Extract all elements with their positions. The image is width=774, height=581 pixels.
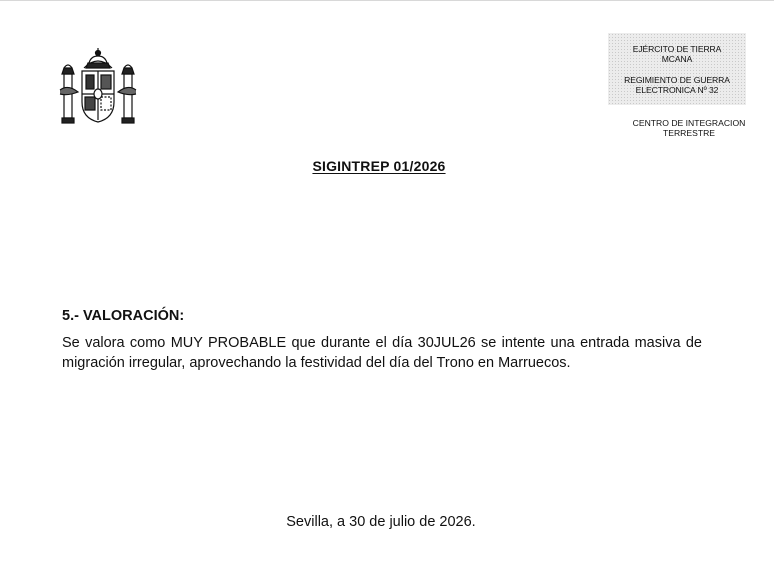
page-top-border	[0, 0, 774, 1]
spanish-coat-of-arms-icon	[58, 44, 138, 128]
assessment-paragraph: Se valora como MUY PROBABLE que durante el día 30JUL26 se intente una entrada masiva de migración irregular, aprovechando la festividad del día del Trono en Marruecos.	[62, 335, 702, 371]
document-title-text: SIGINTREP 01/2026	[312, 158, 446, 174]
unit-header-box	[608, 33, 746, 105]
header-regiment-line: REGIMIENTO DE GUERRA	[624, 75, 730, 85]
integration-center-label	[608, 118, 770, 138]
header-army-line: EJÉRCITO DE TIERRA	[632, 44, 722, 54]
section-heading: 5.- VALORACIÓN:	[62, 308, 185, 324]
place-date: Sevilla, a 30 de julio de 2026.	[286, 514, 476, 530]
header-electronic-line: ELECTRONICA Nº 32	[635, 85, 719, 95]
centro-line-1: CENTRO DE INTEGRACION	[632, 118, 746, 128]
header-mcana-line: MCANA	[661, 54, 693, 64]
centro-line-2: TERRESTRE	[662, 128, 716, 138]
document-title	[0, 158, 758, 174]
